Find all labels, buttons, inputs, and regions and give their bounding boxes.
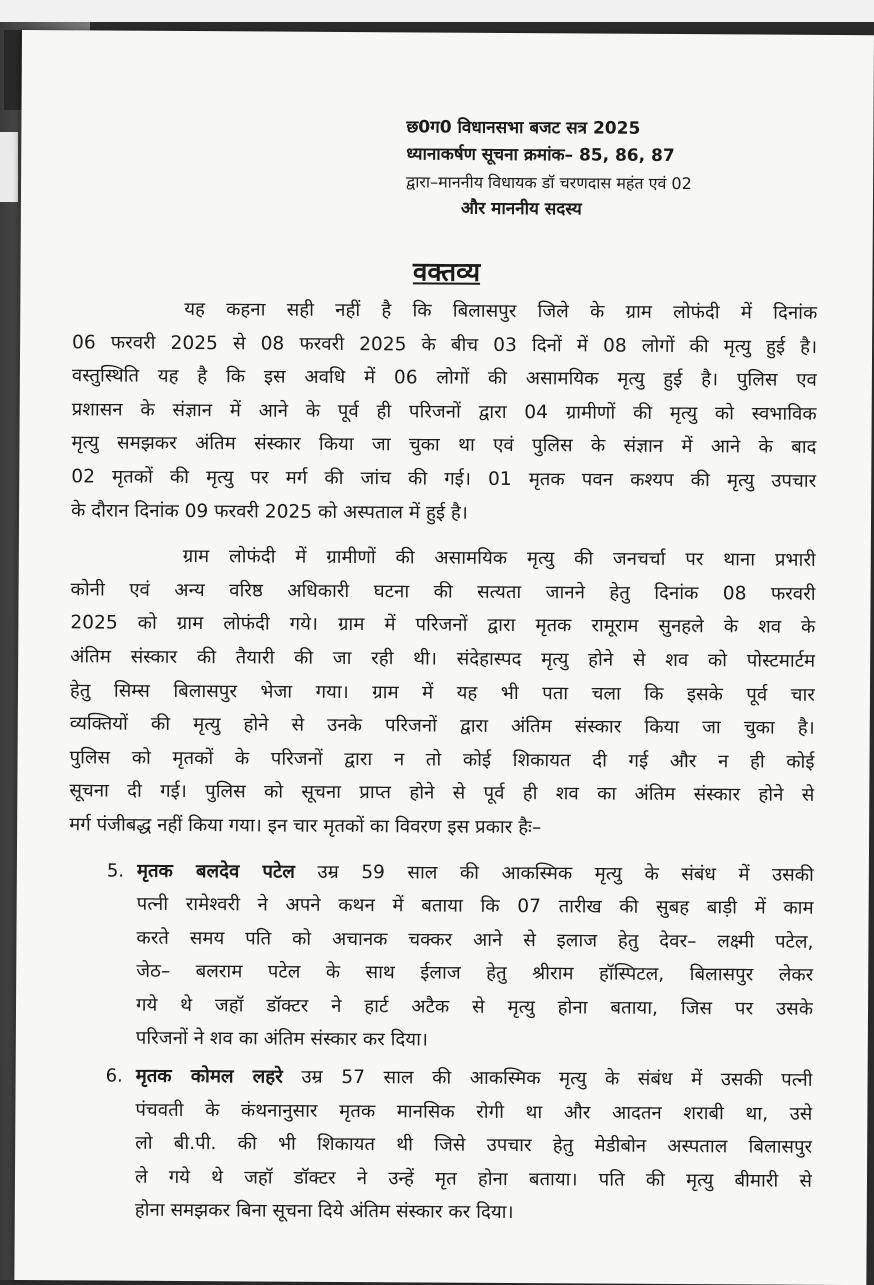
- paragraph-line: गये थे जहॉ डॉक्टर ने हार्ट अटैक से मृत्यु होना बताया, जिस पर उसके: [135, 994, 814, 1020]
- notice-number: ध्यानाकर्षण सूचना क्रमांक– 85, 86, 87: [406, 144, 675, 166]
- paragraph-line: [136, 1060, 813, 1098]
- paragraph-line: के दौरान दिनांक 09 फरवरी 2025 को अस्पताल में हुई है।: [71, 499, 468, 524]
- deceased-name: मृतक कोमल लहरे: [135, 1065, 283, 1088]
- document-page: [14, 30, 874, 1285]
- paragraph-line: मृत्यु समझकर अंतिम संस्कार किया जा चुका था एवं पुलिस के संज्ञान में आने के बाद: [71, 432, 817, 459]
- document-header: [406, 114, 847, 225]
- paragraph-text: उम्र 59 साल की आकस्मिक मृत्यु के संबंध में उसकी: [294, 861, 814, 886]
- list-number: 6.: [105, 1065, 123, 1087]
- list-number: 5.: [106, 860, 125, 882]
- paragraph-line: करते समय पति को अचानक चक्कर आने से इलाज हेतु देवर– लक्ष्मी पटेल,: [136, 927, 814, 953]
- paragraph-line: अंतिम संस्कार की तैयारी की जा रही थी। संदेहास्पद मृत्यु होने से शव को पोस्टमार्टम: [70, 646, 816, 672]
- paragraph-line: यह कहना सही नहीं है कि बिलासपुर जिले के ग्राम लोफंदी में दिनांक: [184, 298, 818, 324]
- list-item-5: [68, 854, 814, 1060]
- paragraph-2: [69, 539, 816, 846]
- paragraph-line: ग्राम लोफंदी में ग्रामीणों की असामयिक मृत्यु की जनचर्चा पर थाना प्रभारी: [182, 546, 816, 572]
- paragraph-line: वस्तुस्थिति यह है कि इस अवधि में 06 लोगों की असामयिक मृत्यु हुई है। पुलिस एव: [71, 365, 817, 392]
- deceased-name: मृतक बलदेव पटेल: [136, 860, 296, 883]
- list-item-6: [67, 1059, 813, 1232]
- paragraph-1: [71, 292, 817, 532]
- paragraph-text: उम्र 57 साल की आकस्मिक मृत्यु के संबंध में उसकी पत्नी: [282, 1066, 813, 1091]
- document-title: वक्तव्य: [412, 257, 481, 288]
- paragraph-line: पुलिस को मृतकों के परिजनों द्वारा न तो कोई शिकायत दी गई और न ही कोई: [69, 747, 815, 773]
- list-item-text: [136, 854, 814, 1060]
- paragraph-line: 06 फरवरी 2025 से 08 फरवरी 2025 के बीच 03 दिनों में 08 लोगों की मृत्यु हुई है।: [72, 331, 818, 358]
- paragraph-line: व्यक्तियों की मृत्यु होने से उनके परिजनों द्वारा अंतिम संस्कार किया जा चुका है।: [69, 713, 815, 739]
- paragraph-line: सूचना दी गई। पुलिस को सूचना प्राप्त होने से पूर्व ही शव का अंतिम संस्कार होने से: [69, 780, 815, 807]
- list-item-text: [135, 1060, 813, 1232]
- background-paper-scrap: [0, 132, 18, 202]
- paragraph-line: होना समझकर बिना सूचना दिये अंतिम संस्कार कर दिया।: [134, 1200, 514, 1224]
- paragraph-line: 02 मृतकों की मृत्यु पर मर्ग की जांच की गई। 01 मृतक पवन कश्यप की मृत्यु उपचार: [71, 466, 817, 492]
- paragraph-line: हेतु सिम्स बिलासपुर भेजा गया। ग्राम में यह भी पता चला कि इसके पूर्व चार: [69, 679, 816, 706]
- paragraph-line: मर्ग पंजीबद्ध नहीं किया गया। इन चार मृतकों का विवरण इस प्रकार हैः–: [69, 814, 542, 839]
- paragraph-line: पत्नी रामेश्वरी ने अपने कथन में बताया कि 07 तारीख की सुबह बाड़ी में काम: [136, 893, 814, 919]
- session-title: छ0ग0 विधानसभा बजट सत्र 2025: [406, 117, 641, 139]
- paragraph-line: लो बी.पी. की भी शिकायत थी जिसे उपचार हेतु मेडीबोन अस्पताल बिलासपुर: [135, 1132, 813, 1159]
- paragraph-line: कोनी एवं अन्य वरिष्ठ अधिकारी घटना की सत्यता जानने हेतु दिनांक 08 फरवरी: [70, 579, 816, 605]
- paragraph-line: परिजनों ने शव का अंतिम संस्कार कर दिया।: [135, 1028, 429, 1051]
- paragraph-line: जेठ– बलराम पटेल के साथ ईलाज हेतु श्रीराम हॉस्पिटल, बिलासपुर लेकर: [136, 960, 814, 987]
- paragraph-line: पंचवती के कंथनानुसार मृतक मानसिक रोगी था और आदतन शराबी था, उसे: [135, 1099, 813, 1125]
- submitted-by-cont: और माननीय सदस्य: [460, 198, 582, 220]
- paragraph-line: [137, 854, 814, 892]
- submitted-by: द्वारा–माननीय विधायक डॉ चरणदास महंत एवं 02: [406, 172, 692, 194]
- document-body: [67, 292, 818, 1236]
- paragraph-line: 2025 को ग्राम लोफंदी गये। ग्राम में परिजनों द्वारा मृतक रामूराम सुनहले के शव के: [70, 612, 816, 639]
- paragraph-line: ले गये थे जहॉ डॉक्टर ने उन्हें मृत होना बताया। पति की मृत्यु बीमारी से: [134, 1166, 813, 1192]
- top-bar: [0, 0, 874, 22]
- paragraph-line: प्रशासन के संज्ञान में आने के पूर्व ही परिजनों द्वारा 04 ग्रामीणों की मृत्यु को स्वभाविक: [71, 399, 817, 425]
